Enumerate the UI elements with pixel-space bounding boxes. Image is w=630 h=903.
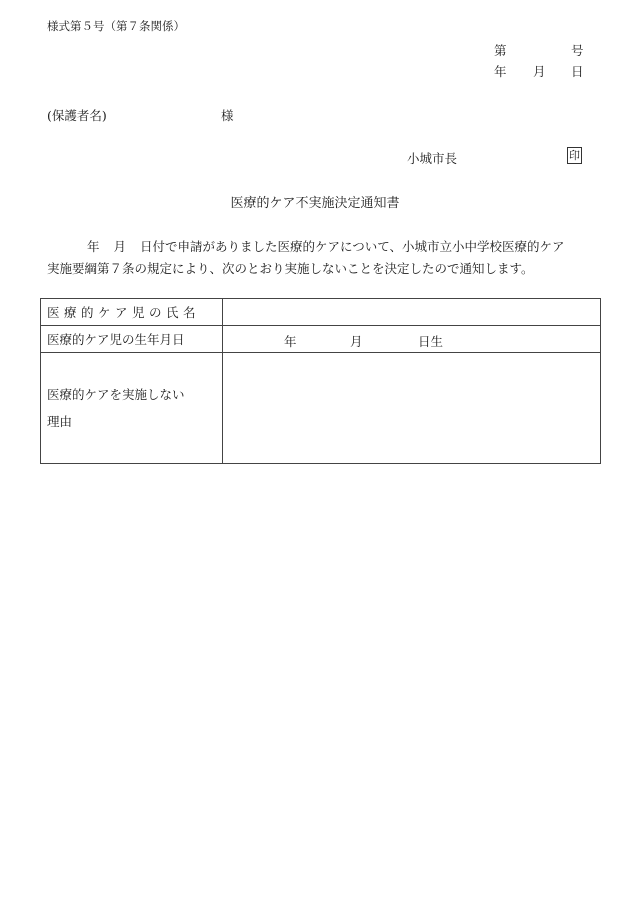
seal-mark: 印 xyxy=(569,149,580,162)
body-month: 月 xyxy=(113,239,127,254)
document-number-prefix: 第 xyxy=(494,43,507,58)
table-row xyxy=(41,353,601,464)
child-birthdate-label: 医療的ケア児の生年月日 xyxy=(41,326,223,353)
table-row xyxy=(41,326,601,353)
birth-year: 年 xyxy=(284,334,297,349)
issue-date-day: 日 xyxy=(571,64,584,79)
issue-date-year: 年 xyxy=(494,64,507,79)
body-line-1 xyxy=(47,236,587,258)
reason-label: 医療的ケアを実施しない 理由 xyxy=(41,353,223,464)
table-row xyxy=(41,299,601,326)
info-table xyxy=(40,298,601,464)
issue-date-month: 月 xyxy=(533,64,546,79)
reason-value xyxy=(223,353,601,464)
form-number: 様式第５号（第７条関係） xyxy=(47,19,185,33)
issue-date xyxy=(494,62,584,80)
document-number-suffix: 号 xyxy=(571,43,584,58)
body-line-1-text: 日付で申請がありました医療的ケアについて、小城市立小中学校医療的ケア xyxy=(140,239,565,254)
child-birthdate-value xyxy=(223,326,601,353)
birth-day: 日生 xyxy=(418,334,444,349)
recipient-honorific: 様 xyxy=(221,108,234,123)
document-title: 医療的ケア不実施決定通知書 xyxy=(230,196,400,211)
sender-title: 小城市長 xyxy=(407,151,458,166)
body-line-2: 実施要綱第７条の規定により、次のとおり実施しないことを決定したので通知します。 xyxy=(47,261,534,276)
birth-month: 月 xyxy=(350,334,363,349)
body-paragraph xyxy=(47,236,587,280)
body-year: 年 xyxy=(87,239,100,254)
recipient-name: (保護者名) xyxy=(47,108,107,123)
child-name-label: 医療的ケア児の氏名 xyxy=(41,299,223,326)
child-name-value xyxy=(223,299,601,326)
